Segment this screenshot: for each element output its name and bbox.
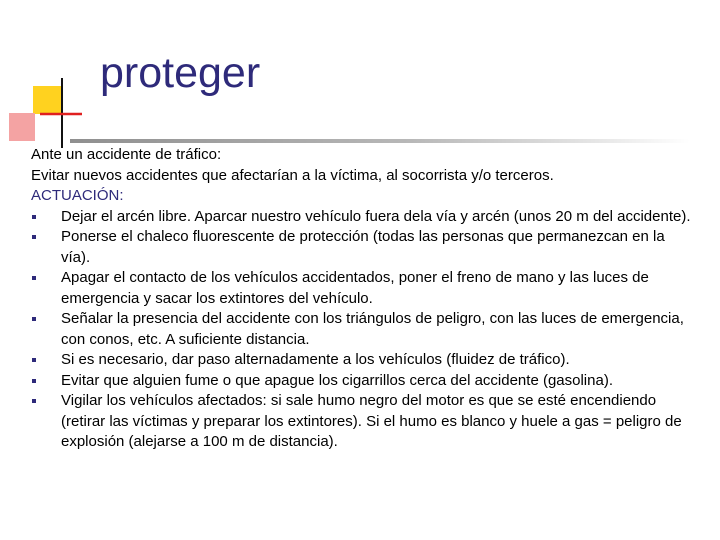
logo-pink-square (9, 113, 35, 141)
list-item-text: Apagar el contacto de los vehículos accidentados, poner el freno de mano y las luces de emergencia y sacar los extintores del vehículo. (61, 269, 649, 307)
bullet-square-icon (32, 276, 36, 280)
bullet-square-icon (32, 215, 36, 219)
bullet-square-icon (32, 399, 36, 403)
list-item (31, 371, 696, 392)
list-item (31, 350, 696, 371)
list-item-text: Dejar el arcén libre. Aparcar nuestro vehículo fuera dela vía y arcén (unos 20 m del accidente). (61, 207, 691, 225)
section-heading: ACTUACIÓN: (31, 187, 124, 204)
list-item-text: Vigilar los vehículos afectados: si sale humo negro del motor es que se esté encendiendo (retirar las víctimas y preparar los extintores). Si el humo es blanco y huele a gas = peligro de explosión (alejarse a 100 m de distancia). (61, 392, 682, 450)
slide-title: proteger (100, 49, 261, 97)
intro-line-1: Ante un accidente de tráfico: (31, 146, 222, 163)
decorative-logo-graphic (0, 0, 100, 150)
list-item (31, 391, 696, 453)
list-item-text: Ponerse el chaleco fluorescente de protección (todas las personas que permanezcan en la vía). (61, 228, 665, 266)
bullet-square-icon (32, 379, 36, 383)
bullet-square-icon (32, 358, 36, 362)
bullet-square-icon (32, 235, 36, 239)
title-divider (70, 139, 690, 143)
list-item-text: Evitar que alguien fume o que apague los cigarrillos cerca del accidente (gasolina). (61, 371, 613, 389)
action-list (31, 207, 696, 453)
list-item (31, 227, 696, 268)
list-item (31, 207, 696, 228)
list-item-text: Señalar la presencia del accidente con los triángulos de peligro, con las luces de emergencia, con conos, etc. A suficiente distancia. (61, 310, 684, 348)
list-item-text: Si es necesario, dar paso alternadamente a los vehículos (fluidez de tráfico). (61, 351, 570, 368)
intro-line-2: Evitar nuevos accidentes que afectarían a la víctima, al socorrista y/o terceros. (31, 166, 554, 184)
list-item (31, 309, 696, 350)
list-item (31, 268, 696, 309)
slide-body (31, 145, 696, 453)
logo-yellow-square (33, 86, 61, 114)
bullet-square-icon (32, 317, 36, 321)
